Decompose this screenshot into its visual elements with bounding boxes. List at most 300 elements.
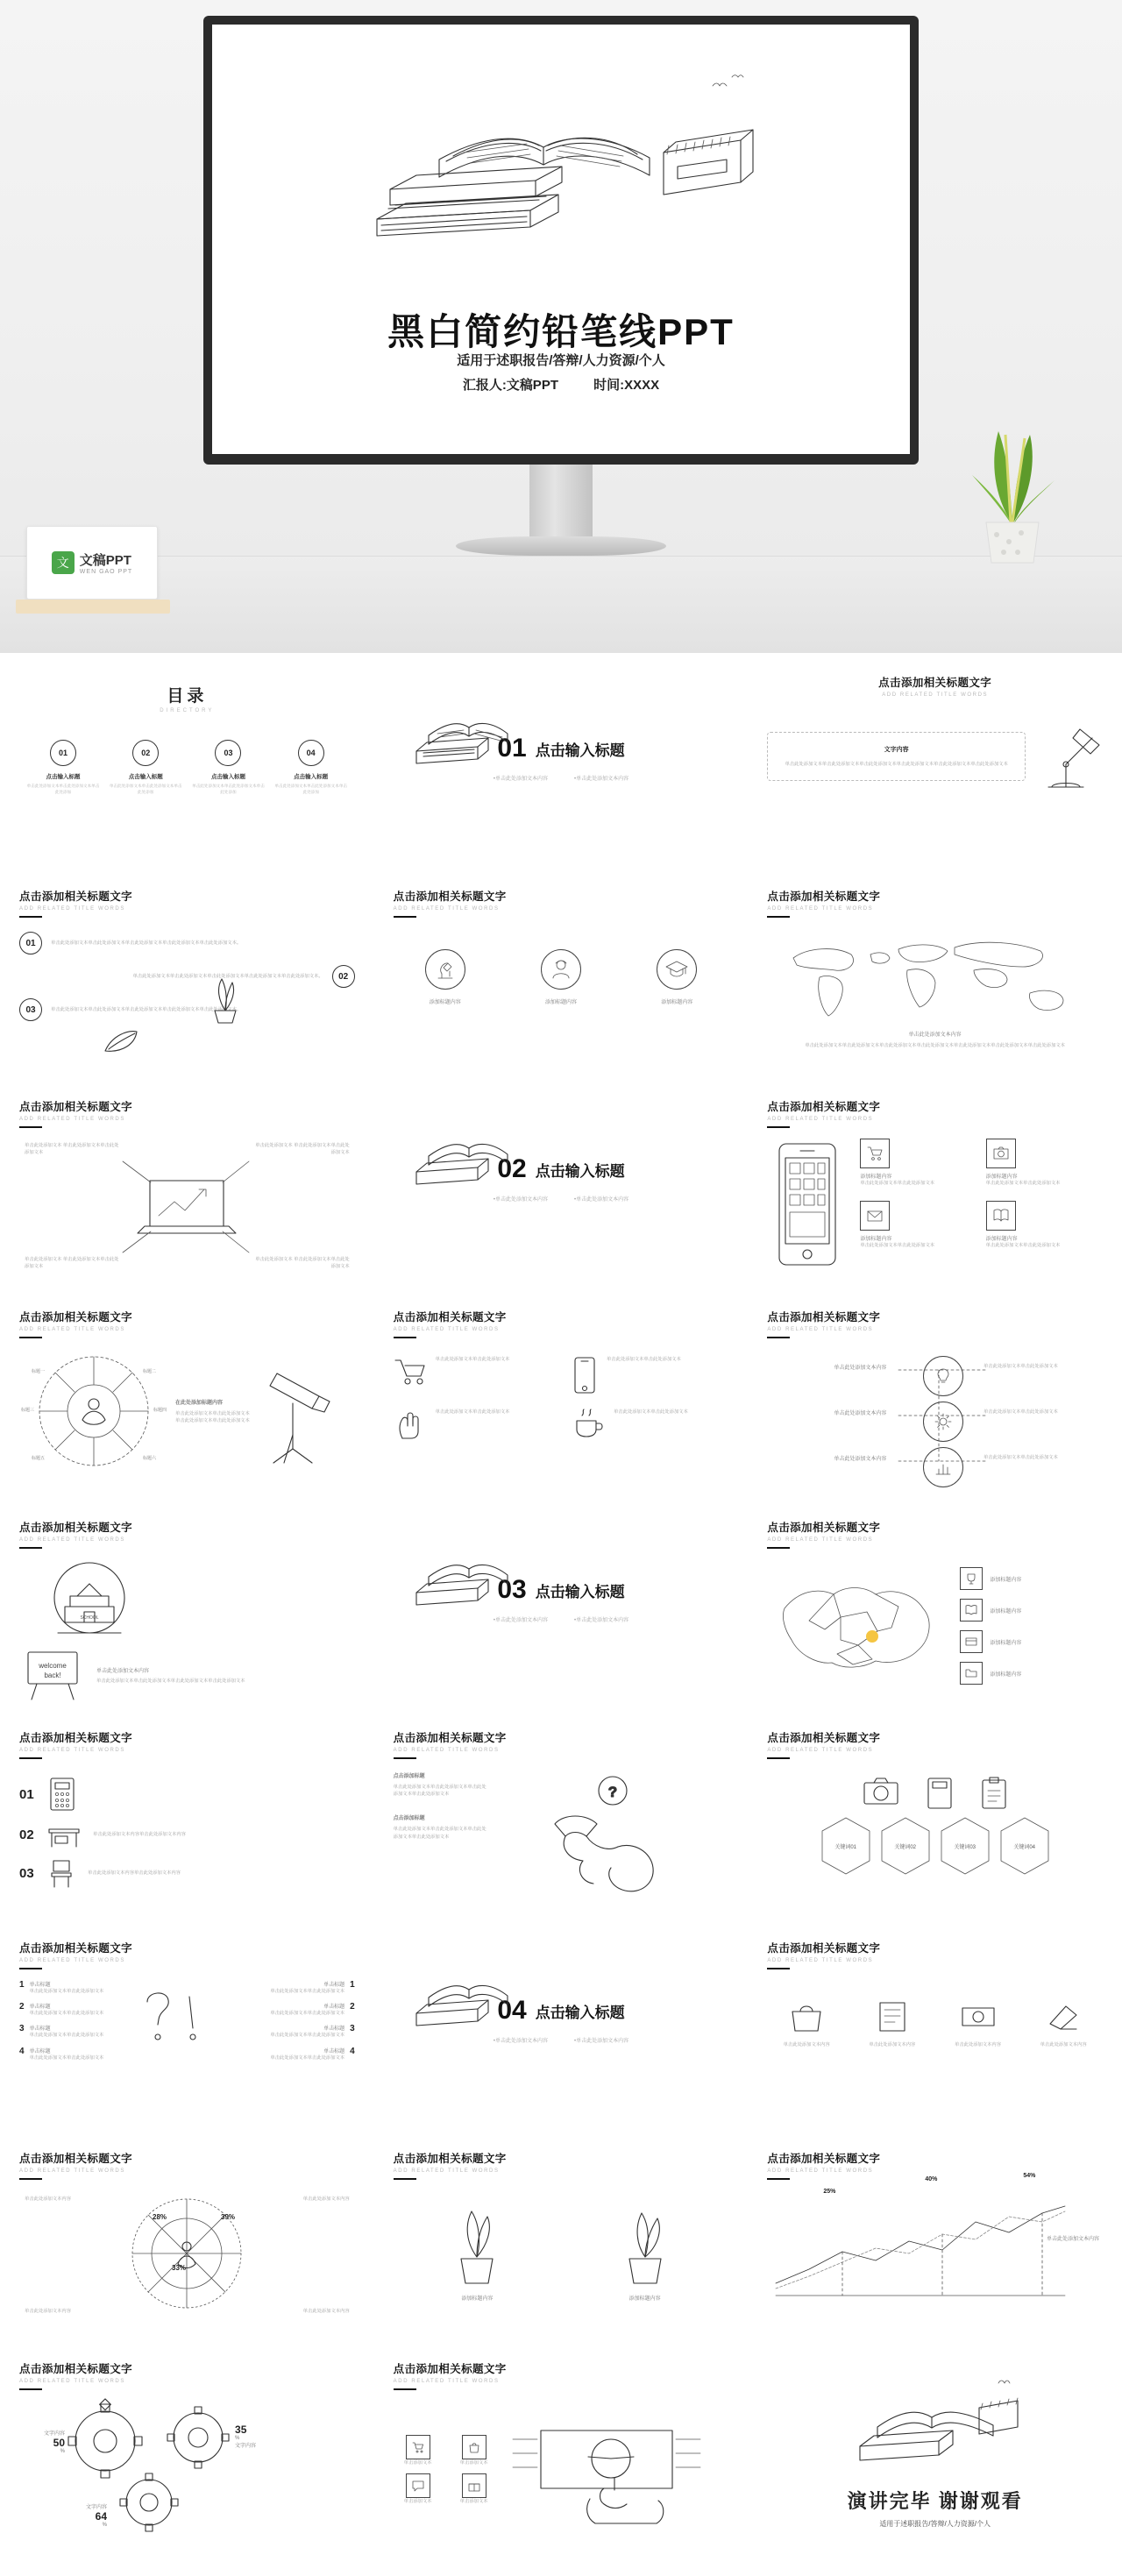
slide-line-chart[interactable] — [748, 2134, 1122, 2345]
legend-text: 添加标题内容 — [990, 1671, 1022, 1678]
icon-caption: 单击此处添加文本内容 — [955, 2042, 1001, 2047]
section-title: 点击输入标题 — [535, 742, 625, 759]
microscope-icon — [425, 949, 465, 990]
mini-icon-item[interactable] — [394, 2473, 443, 2505]
gear-value: 64 — [95, 2510, 108, 2523]
legend-text: 添加标题内容 — [990, 1640, 1022, 1646]
mail-icon — [860, 1201, 890, 1231]
catalog-title: 目录 — [167, 687, 208, 706]
timeline-text: 单击此处添加文本单击此处添加文本 — [983, 1455, 1058, 1460]
row-number: 01 — [19, 932, 42, 954]
row-number: 3 — [19, 2024, 25, 2034]
map-legend-item[interactable] — [960, 1630, 1103, 1653]
catalog-items — [19, 740, 355, 796]
corner-note: 单击此处添加文本 单击此处添加文本单击此处添加文本 — [255, 1256, 350, 1269]
slide-question-exclaim[interactable] — [0, 1924, 374, 2134]
qa-row[interactable] — [257, 2002, 355, 2017]
slide-title: 点击添加相关标题文字 — [393, 1732, 507, 1744]
catalog-item-desc: 单击此处添加文本单击此处添加文本单击此处添加 — [26, 784, 100, 794]
phone-app-text: 单击此处添加文本单击此处添加文本 — [860, 1181, 935, 1186]
row-number: 4 — [350, 2046, 355, 2056]
slide-title: 点击添加相关标题文字 — [19, 891, 133, 903]
section-note: •单击此处添加文本内容 — [493, 1197, 548, 1203]
timeline-text: 单击此处添加文本单击此处添加文本 — [983, 1409, 1058, 1415]
chat-icon — [406, 2473, 430, 2498]
row-text: 单击此处添加文本单击此处添加文本 — [29, 1989, 104, 1994]
plant-pot-icon — [447, 2206, 507, 2287]
mini-icon-item[interactable] — [394, 2435, 443, 2466]
slide-subtitle: ADD RELATED TITLE WORDS — [393, 2168, 500, 2174]
title-rule — [394, 916, 416, 918]
slide-subtitle: ADD RELATED TITLE WORDS — [19, 906, 125, 912]
svg-text:back!: back! — [44, 1671, 61, 1679]
bag-icon — [767, 1999, 846, 2034]
books-icon — [409, 1959, 515, 2038]
icon-item[interactable] — [625, 949, 728, 1005]
books-icon — [409, 1538, 515, 1617]
slide-section-01[interactable] — [374, 662, 749, 872]
wheel-label: 标题五 — [32, 1456, 46, 1461]
icon-text-item[interactable] — [572, 1409, 728, 1442]
svg-text:welcome: welcome — [39, 1662, 67, 1670]
slide-three-circle-icons[interactable] — [374, 872, 749, 1082]
timeline-label: 单击此处添加文本内容 — [834, 1411, 887, 1416]
title-rule — [19, 2388, 42, 2390]
slide-grid — [0, 653, 1122, 2576]
slide-subtitle: ADD RELATED TITLE WORDS — [19, 2379, 125, 2384]
slide-section-04[interactable] — [374, 1924, 749, 2134]
row-number: 1 — [350, 1980, 355, 1990]
map-legend-item[interactable] — [960, 1599, 1103, 1622]
slide-section-03[interactable] — [374, 1503, 749, 1714]
catalog-item-desc: 单击此处添加文本单击此处添加文本单击此处添加 — [274, 784, 348, 794]
open-books-illustration — [355, 47, 767, 284]
plant-item[interactable] — [615, 2206, 675, 2302]
calculator-icon — [926, 1777, 954, 1810]
slide-subtitle: ADD RELATED TITLE WORDS — [19, 1327, 125, 1332]
phone-app-item[interactable] — [986, 1139, 1103, 1187]
phone-app-label: 添加标题内容 — [985, 1174, 1018, 1180]
book-icon — [960, 1599, 983, 1622]
slide-world-map[interactable] — [748, 872, 1122, 1082]
slide-subtitle: ADD RELATED TITLE WORDS — [882, 692, 989, 698]
row-text: 单击此处添加文本单击此处添加文本 — [270, 2054, 345, 2061]
section-title: 点击输入标题 — [535, 2004, 625, 2021]
legend-text: 添加标题内容 — [990, 1577, 1022, 1583]
monitor-mockup — [203, 16, 919, 465]
wheel-label: 标题二 — [143, 1369, 157, 1374]
hero-time: 时间:XXXX — [593, 378, 660, 393]
slide-subtitle: ADD RELATED TITLE WORDS — [19, 1537, 125, 1543]
numbered-row[interactable] — [19, 932, 355, 954]
catalog-subtitle: DIRECTORY — [160, 708, 215, 713]
slide-title: 点击添加相关标题文字 — [767, 1732, 881, 1744]
wheel-label: 标题三 — [21, 1408, 35, 1413]
gear-icon — [923, 1402, 963, 1442]
gear-value: 35 — [235, 2423, 247, 2436]
slide-title: 点击添加相关标题文字 — [19, 1311, 133, 1323]
slide-four-icons-grid[interactable] — [374, 1293, 749, 1503]
cart-icon — [860, 1139, 890, 1168]
icon-caption: 添加标题内容 — [429, 1000, 461, 1005]
qa-row[interactable] — [257, 2024, 355, 2039]
slide-numbers-icons[interactable] — [0, 1714, 374, 1924]
slide-radar-chart[interactable] — [0, 2134, 374, 2345]
title-rule — [19, 1968, 42, 1969]
hero-meta — [212, 375, 910, 394]
row-label: 单击标题 — [29, 2026, 51, 2033]
icon-text-item[interactable] — [394, 1356, 550, 1394]
icon-item[interactable] — [394, 949, 497, 1005]
number-icon-row[interactable] — [19, 1820, 355, 1849]
section-note: •单击此处添加文本内容 — [493, 2039, 548, 2044]
hex-label: 关键词02 — [894, 1844, 916, 1850]
slide-title: 点击添加相关标题文字 — [393, 2363, 507, 2375]
slide-subtitle: ADD RELATED TITLE WORDS — [393, 1748, 500, 1753]
numbered-row[interactable] — [19, 965, 355, 988]
section-note: •单击此处添加文本内容 — [493, 777, 548, 782]
phone-app-item[interactable] — [986, 1201, 1103, 1249]
gear-value: 50 — [53, 2437, 66, 2449]
catalog-number: 02 — [132, 740, 159, 766]
book-icon — [986, 1201, 1016, 1231]
row-number: 02 — [332, 965, 355, 988]
slide-title: 点击添加相关标题文字 — [393, 2153, 507, 2165]
china-map-illustration — [767, 1556, 951, 1696]
icon-text-item[interactable] — [394, 1409, 550, 1442]
right-label: 点击添加标题 — [393, 1816, 425, 1822]
title-rule — [19, 1547, 42, 1549]
catalog-item[interactable] — [26, 740, 100, 796]
slide-four-icon-captions[interactable] — [748, 1924, 1122, 2134]
slide-section-02[interactable] — [374, 1082, 749, 1293]
slide-subtitle: ADD RELATED TITLE WORDS — [767, 1537, 874, 1543]
corner-note: 单击此处添加文本 单击此处添加文本单击此处添加文本 — [25, 1256, 119, 1269]
hex-label: 关键词04 — [1013, 1844, 1035, 1850]
slide-title: 点击添加相关标题文字 — [767, 1522, 881, 1534]
corner-note: 单击此处添加文本 单击此处添加文本单击此处添加文本 — [255, 1143, 350, 1156]
smartphone-icon — [767, 1139, 848, 1270]
laptop-icon — [131, 1167, 243, 1245]
slide-subtitle: ADD RELATED TITLE WORDS — [19, 1958, 125, 1963]
row-label: 单击标题 — [29, 1983, 51, 1988]
title-rule — [767, 1757, 790, 1759]
title-rule — [767, 1126, 790, 1128]
slide-numbered-list[interactable] — [0, 872, 374, 1082]
wheel-diagram[interactable] — [19, 1345, 168, 1477]
row-text: 单击此处添加文本内容单击此处添加文本内容 — [93, 1831, 186, 1837]
catalog-item[interactable] — [191, 740, 265, 796]
note-icon — [853, 1999, 932, 2034]
student-icon — [541, 949, 581, 990]
side-text: 单击此处添加文本单击此处添加文本单击此处添加文本单击此处添加文本 — [175, 1410, 250, 1423]
map-legend-item[interactable] — [960, 1662, 1103, 1685]
row-text: 单击此处添加文本单击此处添加文本 — [29, 2054, 104, 2061]
title-rule — [767, 916, 790, 918]
icon-caption-item[interactable] — [853, 1999, 932, 2048]
note-card-box — [767, 732, 1026, 781]
slide-two-plants[interactable] — [374, 2134, 749, 2345]
section-note: •单击此处添加文本内容 — [574, 1197, 629, 1203]
title-rule — [19, 916, 42, 918]
slide-title: 点击添加相关标题文字 — [19, 1942, 133, 1955]
catalog-item-label: 点击输入标题 — [128, 774, 163, 780]
catalog-number: 03 — [215, 740, 241, 766]
slide-catalog[interactable] — [0, 662, 374, 872]
camera-icon — [986, 1139, 1016, 1168]
hero-title: 黑白简约铅笔线PPT — [387, 311, 735, 352]
map-caption: 单击此处添加文本内容 — [908, 1033, 962, 1038]
title-rule — [767, 1547, 790, 1549]
books-icon — [409, 1118, 515, 1196]
section-note: •单击此处添加文本内容 — [493, 1618, 548, 1623]
chart-note: 单击此处添加文本内容 — [1046, 2237, 1099, 2242]
map-legend-item[interactable] — [960, 1567, 1103, 1590]
hand-tablet-illustration — [506, 2404, 729, 2536]
mini-icon-item[interactable] — [450, 2473, 499, 2505]
phone-app-label: 添加标题内容 — [860, 1174, 892, 1180]
plant-decoration — [960, 419, 1065, 568]
row-label: 单击标题 — [323, 2005, 345, 2011]
qa-row[interactable] — [19, 2002, 117, 2017]
phone-app-text: 单击此处添加文本单击此处添加文本 — [860, 1243, 935, 1249]
icon-caption: 单击此处添加文本内容 — [869, 2042, 916, 2047]
note-card-body: 单击此处添加文本单击此处添加文本单击此处添加文本单击此处添加文本单击此处添加文本单击此处添加文本 — [785, 761, 1008, 767]
slide-subtitle: ADD RELATED TITLE WORDS — [19, 2168, 125, 2174]
slide-phone-apps[interactable] — [748, 1082, 1122, 1293]
icon-caption-item[interactable] — [767, 1999, 846, 2048]
hex-item[interactable] — [938, 1815, 992, 1877]
thanks-subtitle: 适用于述职报告/答辩/人力资源/个人 — [879, 2520, 991, 2528]
cart-icon — [394, 1356, 427, 1394]
hex-item[interactable] — [998, 1815, 1052, 1877]
slide-hex-keywords[interactable] — [748, 1714, 1122, 1924]
slide-china-map[interactable] — [748, 1503, 1122, 1714]
money-icon — [939, 1999, 1018, 2034]
gear-label: 文字内容 — [235, 2444, 257, 2449]
row-number: 4 — [19, 2046, 25, 2056]
item-text: 单击此处添加文本单击此处添加文本 — [614, 1409, 688, 1415]
slide-title: 点击添加相关标题文字 — [393, 891, 507, 903]
slide-title: 点击添加相关标题文字 — [19, 1732, 133, 1744]
bulb-icon — [923, 1356, 963, 1396]
question-exclaim-icon — [126, 1981, 248, 2060]
slide-title: 点击添加相关标题文字 — [767, 1101, 881, 1113]
row-number: 03 — [19, 1865, 34, 1881]
hex-item[interactable] — [819, 1815, 873, 1877]
desk-icon — [47, 1820, 81, 1849]
camera-icon — [863, 1777, 899, 1810]
icon-text-item[interactable] — [572, 1356, 728, 1394]
slide-phone-question[interactable] — [374, 1714, 749, 1924]
qa-row[interactable] — [19, 2047, 117, 2062]
board-caption: 单击此处添加文本内容 — [96, 1669, 150, 1675]
books-icon — [409, 697, 515, 776]
clipboard-icon — [980, 1777, 1008, 1810]
hex-item[interactable] — [878, 1815, 933, 1877]
gift-icon — [462, 2473, 486, 2498]
radar-value: 33% — [172, 2264, 187, 2272]
logo-shelf — [16, 600, 170, 614]
catalog-item-label: 点击输入标题 — [210, 774, 245, 780]
catalog-item[interactable] — [109, 740, 182, 796]
item-text: 单击此处添加文本单击此处添加文本 — [435, 1357, 510, 1362]
telescope-icon — [258, 1354, 338, 1468]
slide-subtitle: ADD RELATED TITLE WORDS — [393, 1327, 500, 1332]
eraser-icon — [1024, 1999, 1103, 2034]
section-note: •单击此处添加文本内容 — [574, 2039, 629, 2044]
graduation-icon — [657, 949, 697, 990]
catalog-item-label: 点击输入标题 — [294, 774, 329, 780]
hero-section — [0, 0, 1122, 653]
radar-value: 28% — [153, 2213, 167, 2221]
school-label: SCHOOL — [80, 1615, 99, 1621]
side-title: 在此处添加标题内容 — [175, 1400, 224, 1406]
board-body: 单击此处添加文本单击此处添加文本单击此处添加文本单击此处添加文本 — [96, 1678, 245, 1685]
slide-title: 点击添加相关标题文字 — [767, 2153, 881, 2165]
catalog-item-desc: 单击此处添加文本单击此处添加文本单击此处添加 — [192, 784, 265, 794]
gear-unit: % — [235, 2436, 240, 2441]
row-number: 02 — [19, 1827, 34, 1842]
timeline-text: 单击此处添加文本单击此处添加文本 — [983, 1364, 1058, 1369]
slide-title: 点击添加相关标题文字 — [19, 1101, 133, 1113]
slide-title: 点击添加相关标题文字 — [767, 1942, 881, 1955]
chart-icon — [923, 1447, 963, 1487]
mini-note: 单击添加文本 — [403, 2459, 432, 2466]
icon-caption: 单击此处添加文本内容 — [783, 2042, 830, 2047]
catalog-number: 04 — [298, 740, 324, 766]
slide-subtitle: ADD RELATED TITLE WORDS — [767, 2168, 874, 2174]
slide-subtitle: ADD RELATED TITLE WORDS — [393, 2379, 500, 2384]
slide-title: 点击添加相关标题文字 — [19, 2363, 133, 2375]
slide-title: 点击添加相关标题文字 — [393, 1311, 507, 1323]
title-rule — [394, 1757, 416, 1759]
row-text: 单击此处添加文本内容单击此处添加文本内容 — [88, 1870, 181, 1876]
row-number: 1 — [19, 1980, 25, 1990]
row-label: 单击标题 — [323, 1983, 345, 1988]
chart-annotation: 40% — [925, 2176, 938, 2182]
slide-laptop-four-corner[interactable] — [0, 1082, 374, 1293]
icon-caption: 添加标题内容 — [544, 1000, 577, 1005]
slide-hand-tablet[interactable] — [374, 2345, 749, 2555]
bag-icon — [462, 2435, 486, 2459]
phone-app-item[interactable] — [860, 1201, 976, 1249]
icon-item[interactable] — [509, 949, 613, 1005]
row-number: 2 — [350, 2002, 355, 2012]
telephone-question-illustration — [502, 1771, 729, 1903]
section-title: 点击输入标题 — [535, 1162, 625, 1180]
slide-title: 点击添加相关标题文字 — [767, 1311, 881, 1323]
radar-value: 39% — [221, 2213, 236, 2221]
plant-label: 添加标题内容 — [628, 2296, 661, 2302]
slide-thanks[interactable] — [748, 2345, 1122, 2555]
section-number: 03 — [497, 1575, 527, 1604]
cart-icon — [406, 2435, 430, 2459]
hero-subtitle: 适用于述职报告/答辩/人力资源/个人 — [457, 353, 665, 368]
slide-subtitle: ADD RELATED TITLE WORDS — [19, 1748, 125, 1753]
row-text: 单击此处添加文本单击此处添加文本 — [270, 2033, 345, 2039]
gear-label: 文字内容 — [86, 2505, 108, 2510]
chart-annotation: 25% — [823, 2189, 836, 2195]
qa-row[interactable] — [19, 1980, 117, 1995]
numbered-row[interactable] — [19, 998, 355, 1021]
row-text: 单击此处添加文本单击此处添加文本单击此处添加文本单击此处添加文本单击此处添加文本。 — [132, 973, 323, 979]
number-icon-row[interactable] — [19, 1777, 355, 1812]
trophy-icon — [960, 1567, 983, 1590]
left-label: 点击添加标题 — [393, 1774, 425, 1779]
logo-text: 文稿PPT — [79, 553, 131, 568]
thanks-title: 演讲完毕 谢谢观看 — [847, 2490, 1023, 2512]
plant-item[interactable] — [447, 2206, 507, 2302]
row-text: 单击此处添加文本单击此处添加文本 — [29, 2011, 104, 2017]
gear-label: 文字内容 — [44, 2431, 66, 2437]
slide-timeline-circles[interactable] — [748, 1293, 1122, 1503]
number-icon-row[interactable] — [19, 1857, 355, 1889]
hero-reporter: 汇报人:文稿PPT — [462, 378, 558, 393]
title-rule — [19, 1337, 42, 1338]
school-illustration — [19, 1558, 355, 1654]
row-text: 单击此处添加文本单击此处添加文本单击此处添加文本单击此处添加文本单击此处添加文本。 — [51, 1006, 242, 1012]
radar-chart — [111, 2189, 262, 2320]
gear-unit: % — [102, 2523, 108, 2528]
slide-subtitle: ADD RELATED TITLE WORDS — [767, 1958, 874, 1963]
wheel-side-note — [175, 1398, 251, 1424]
monitor-stand-neck — [529, 465, 593, 540]
row-number: 01 — [19, 1786, 34, 1802]
row-label: 单击标题 — [29, 2048, 51, 2054]
qa-row[interactable] — [257, 1980, 355, 1995]
icon-caption: 添加标题内容 — [661, 1000, 693, 1005]
section-note: •单击此处添加文本内容 — [574, 1618, 629, 1623]
line-chart — [767, 2173, 1103, 2304]
slide-title: 点击添加相关标题文字 — [878, 677, 992, 689]
slide-subtitle: ADD RELATED TITLE WORDS — [767, 1748, 874, 1753]
row-number: 03 — [19, 998, 42, 1021]
logo-card — [26, 526, 158, 600]
slide-note-card[interactable] — [748, 662, 1122, 872]
title-rule — [19, 1126, 42, 1128]
icon-caption-item[interactable] — [939, 1999, 1018, 2048]
plant-sketch-icon — [208, 976, 243, 1025]
section-title: 点击输入标题 — [535, 1583, 625, 1600]
mini-icon-item[interactable] — [450, 2435, 499, 2466]
card-icon — [960, 1630, 983, 1653]
slide-school-board[interactable] — [0, 1503, 374, 1714]
corner-note: 单击此处添加文本 单击此处添加文本单击此处添加文本 — [25, 1143, 119, 1156]
timeline-label: 单击此处添加文本内容 — [834, 1366, 887, 1371]
qa-row[interactable] — [257, 2047, 355, 2062]
logo-mark-icon: 文 — [52, 551, 75, 574]
phone-app-item[interactable] — [860, 1139, 976, 1187]
slide-gears[interactable] — [0, 2345, 374, 2555]
mini-note: 单击添加文本 — [403, 2499, 432, 2504]
hex-icon-row — [767, 1777, 1103, 1810]
qa-row[interactable] — [19, 2024, 117, 2039]
title-rule — [19, 2178, 42, 2180]
monitor-screen — [212, 25, 910, 454]
phone-app-label: 添加标题内容 — [985, 1237, 1018, 1243]
row-number: 3 — [350, 2024, 355, 2034]
slide-wheel-telescope[interactable] — [0, 1293, 374, 1503]
chart-annotation: 54% — [1023, 2173, 1036, 2179]
catalog-item[interactable] — [274, 740, 348, 796]
plant-label: 添加标题内容 — [461, 2296, 494, 2302]
icon-caption-item[interactable] — [1024, 1999, 1103, 2048]
calculator-icon — [47, 1777, 77, 1812]
mini-note: 单击添加文本 — [459, 2459, 488, 2466]
title-rule — [767, 1968, 790, 1969]
catalog-item-desc: 单击此处添加文本单击此处添加文本单击此处添加 — [109, 784, 182, 794]
